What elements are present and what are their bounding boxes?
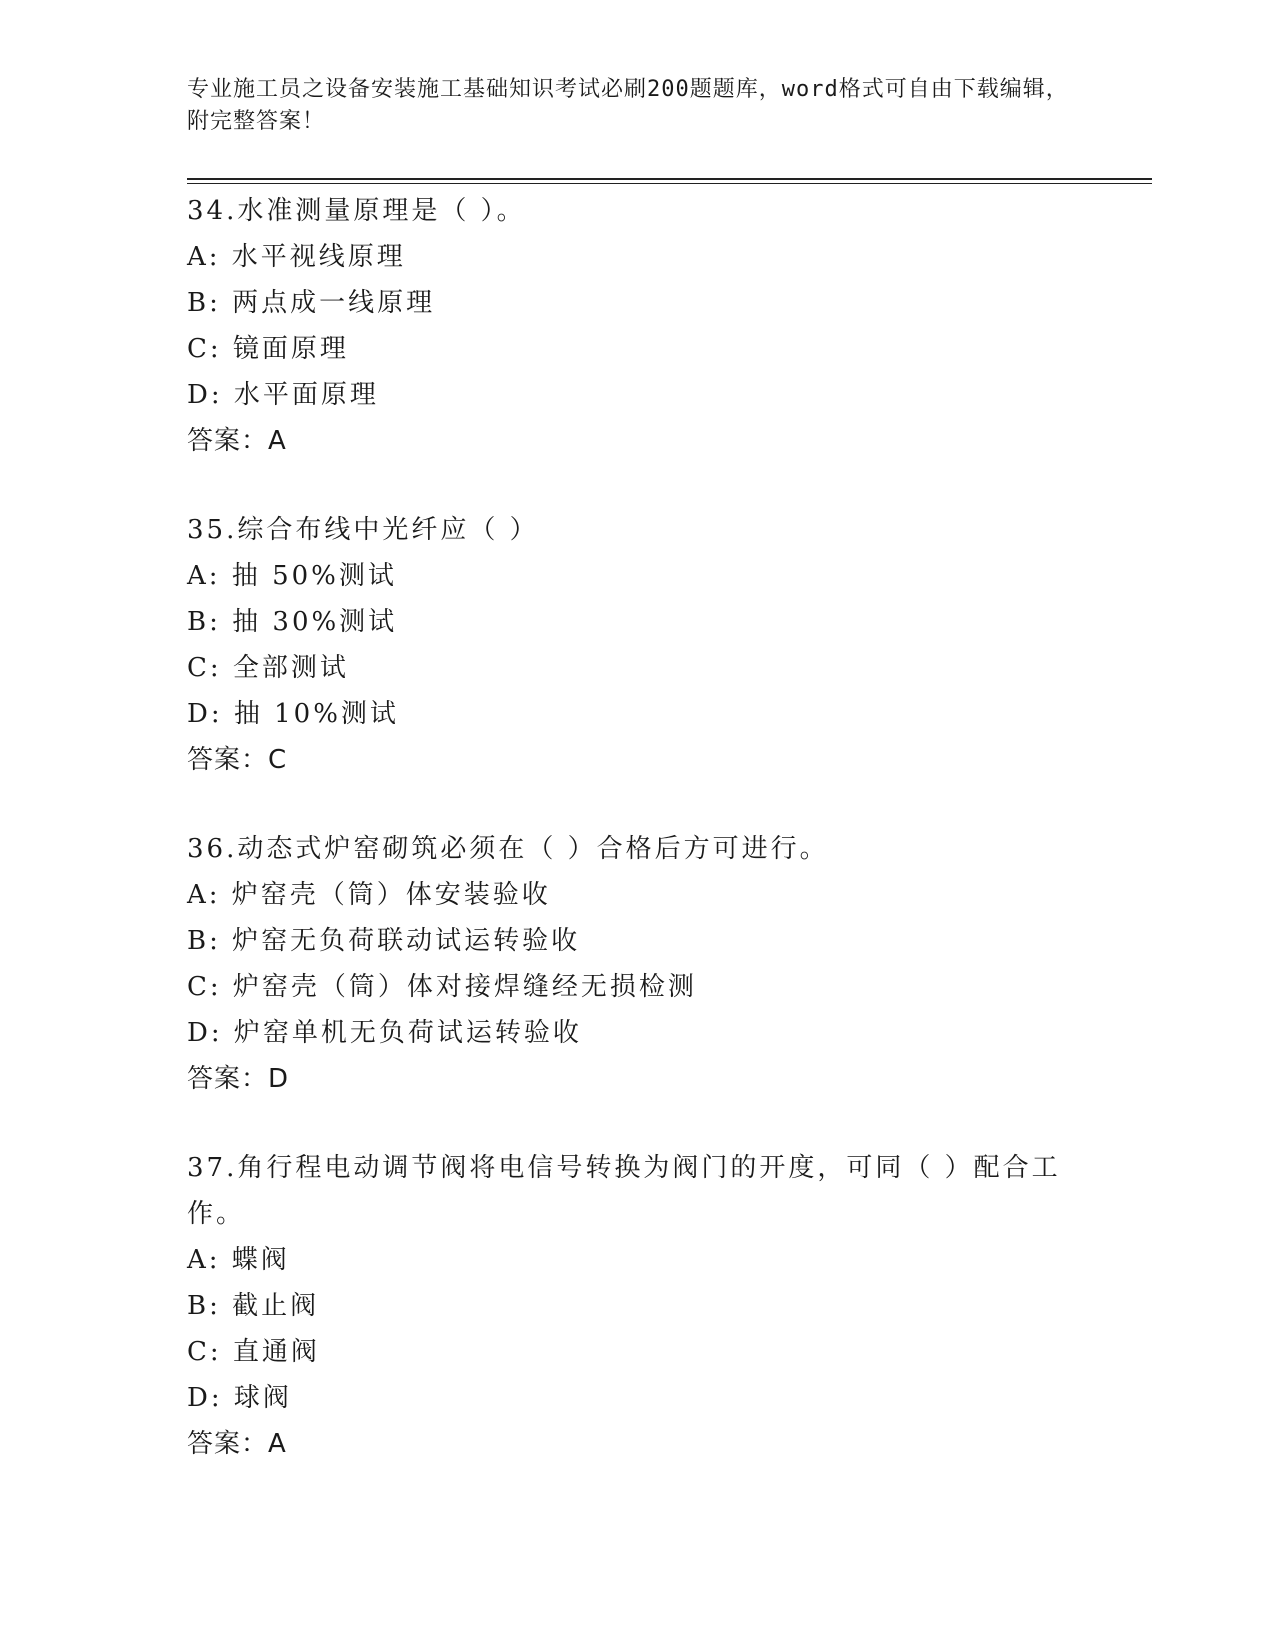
header-divider-thin (187, 183, 1152, 184)
option-d: D: 水平面原理 (187, 380, 379, 410)
option-c: C: 镜面原理 (187, 334, 349, 364)
option-b: B: 截止阀 (187, 1291, 320, 1321)
answer-line: 答案：A (187, 1429, 287, 1459)
question-block (187, 188, 1087, 464)
option-d: D: 炉窑单机无负荷试运转验收 (187, 1018, 582, 1048)
option-c: C: 全部测试 (187, 653, 349, 683)
option-c: C: 炉窑壳（筒）体对接焊缝经无损检测 (187, 972, 697, 1002)
option-b: B: 炉窑无负荷联动试运转验收 (187, 926, 581, 956)
option-a: A: 炉窑壳（筒）体安装验收 (187, 880, 551, 910)
option-d: D: 抽 10%测试 (187, 699, 399, 729)
question-stem: 36.动态式炉窑砌筑必须在（ ）合格后方可进行。 (187, 834, 829, 864)
question-block (187, 1145, 1087, 1467)
question-stem: 37.角行程电动调节阀将电信号转换为阀门的开度，可同（ ）配合工作。 (187, 1153, 1061, 1229)
option-b: B: 两点成一线原理 (187, 288, 436, 318)
question-stem: 34.水准测量原理是（ ）。 (187, 196, 526, 226)
option-d: D: 球阀 (187, 1383, 292, 1413)
option-a: A: 水平视线原理 (187, 242, 406, 272)
answer-line: 答案：C (187, 745, 288, 775)
document-header: 专业施工员之设备安装施工基础知识考试必刷200题题库，word格式可自由下载编辑，附完整答案！ (187, 77, 1069, 134)
question-stem: 35.综合布线中光纤应（ ） (187, 515, 539, 545)
question-block (187, 826, 1087, 1102)
answer-line: 答案：D (187, 1064, 290, 1094)
option-c: C: 直通阀 (187, 1337, 320, 1367)
option-a: A: 蝶阀 (187, 1245, 290, 1275)
option-b: B: 抽 30%测试 (187, 607, 398, 637)
question-block (187, 507, 1087, 783)
option-a: A: 抽 50%测试 (187, 561, 397, 591)
answer-line: 答案：A (187, 426, 287, 456)
header-divider-thick (187, 178, 1152, 180)
